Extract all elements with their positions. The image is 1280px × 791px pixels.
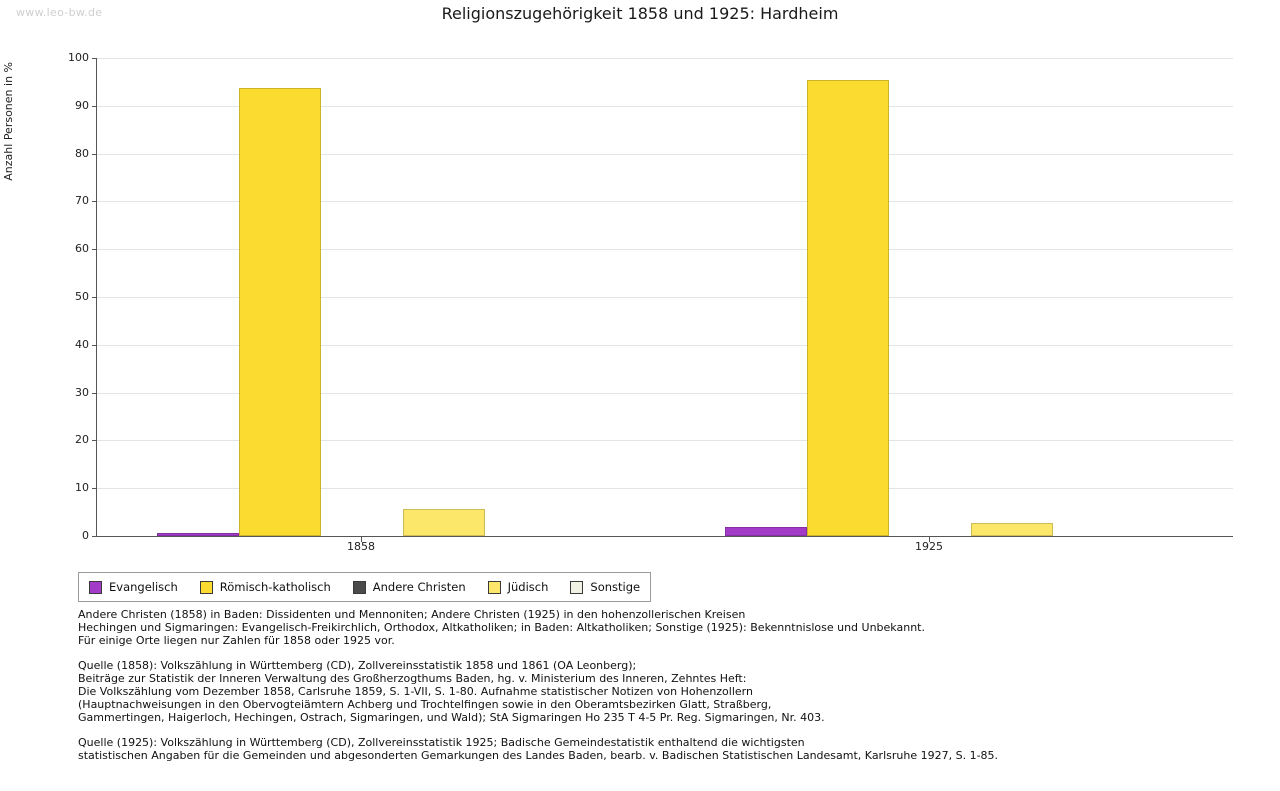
y-tick-mark	[92, 536, 97, 537]
chart-title: Religionszugehörigkeit 1858 und 1925: Hardheim	[441, 4, 839, 23]
y-tick-label: 90	[75, 98, 89, 112]
plot-area	[68, 51, 1233, 542]
legend-item[interactable]	[353, 580, 466, 594]
footnote-line: Beiträge zur Statistik der Inneren Verwaltung des Großherzogthums Baden, hg. v. Ministerium des Inneren, Zehntes Heft:	[78, 671, 747, 685]
footnote-line: Hechingen und Sigmaringen: Evangelisch-Freikirchlich, Orthodox, Altkatholiken; in Baden: Altkatholiken; Sonstige (1925): Bekenntnislose und Unbekannt.	[78, 621, 925, 635]
legend-item[interactable]	[570, 580, 640, 594]
legend-label: Evangelisch	[109, 580, 178, 594]
footnote-line: statistischen Angaben für die Gemeinden und abgesonderten Gemarkungen des Landes Baden, bearb. v. Badischen Statistischen Landesamt, Karlsruhe 1927, S. 1-85.	[78, 748, 999, 762]
y-tick-mark	[92, 154, 97, 155]
legend-label: Sonstige	[590, 580, 641, 594]
x-tick-label: 1925	[915, 540, 943, 553]
legend-label: Römisch-katholisch	[219, 580, 331, 594]
y-tick-label: 10	[75, 481, 89, 495]
bar	[157, 533, 239, 536]
y-tick-label: 30	[75, 385, 89, 399]
footnote-line: Die Volkszählung vom Dezember 1858, Carlsruhe 1859, S. 1-VII, S. 1-80. Aufnahme statistischer Notizen von Hohenzollern	[78, 685, 753, 699]
y-tick-mark	[92, 106, 97, 107]
y-tick-mark	[92, 249, 97, 250]
y-tick-mark	[92, 345, 97, 346]
y-tick-label: 70	[75, 194, 89, 208]
bar	[725, 527, 807, 536]
legend-swatch	[89, 581, 102, 594]
y-tick-label: 80	[75, 146, 89, 160]
y-tick-label: 100	[68, 51, 89, 64]
y-axis-label: Anzahl Personen in %	[2, 62, 15, 181]
bar	[239, 88, 321, 536]
legend-item[interactable]	[89, 580, 178, 594]
y-tick-label: 60	[75, 242, 89, 256]
y-tick-mark	[92, 488, 97, 489]
footnote-line: Andere Christen (1858) in Baden: Dissidenten und Mennoniten; Andere Christen (1925) in den hohenzollerischen Kreisen	[78, 608, 746, 621]
footnote-line: Quelle (1925): Volkszählung in Württemberg (CD), Zollvereinsstatistik 1925; Badische Gemeindestatistik enthaltend die wichtigsten	[78, 735, 805, 749]
legend-swatch	[488, 581, 501, 594]
legend-item[interactable]	[200, 580, 331, 594]
legend-swatch	[353, 581, 366, 594]
bar	[807, 80, 889, 536]
legend-label: Jüdisch	[507, 580, 549, 594]
x-tick-label: 1858	[347, 540, 375, 553]
footnote-line: Gammertingen, Haigerloch, Hechingen, Ostrach, Sigmaringen, und Wald); StA Sigmaringen Ho 235 T 4-5 Pr. Reg. Sigmaringen, Nr. 403.	[78, 711, 825, 725]
footnotes	[78, 608, 1228, 773]
footnote-line: Quelle (1858): Volkszählung in Württemberg (CD), Zollvereinsstatistik 1858 und 1861 (OA Leonberg);	[78, 658, 637, 672]
legend-swatch	[200, 581, 213, 594]
legend-swatch	[570, 581, 583, 594]
footnote-block	[78, 608, 1228, 648]
y-tick-label: 0	[82, 529, 89, 542]
footnote-line: (Hauptnachweisungen in den Obervogteiämtern Achberg und Trochtelfingen sowie in den Oberamtsbezirken Glatt, Straßberg,	[78, 698, 772, 712]
bar	[971, 523, 1053, 536]
y-tick-label: 40	[75, 337, 89, 351]
footnote-block	[78, 736, 1228, 762]
footnote-block	[78, 659, 1228, 725]
y-tick-mark	[92, 201, 97, 202]
legend-item[interactable]	[488, 580, 549, 594]
y-tick-mark	[92, 393, 97, 394]
y-tick-mark	[92, 297, 97, 298]
y-tick-label: 50	[75, 290, 89, 303]
y-tick-mark	[92, 58, 97, 59]
watermark: www.leo-bw.de	[16, 6, 103, 19]
y-tick-mark	[92, 440, 97, 441]
legend-label: Andere Christen	[372, 580, 466, 594]
gridline	[97, 58, 1233, 59]
bar	[403, 509, 485, 536]
footnote-line: Für einige Orte liegen nur Zahlen für 1858 oder 1925 vor.	[78, 634, 395, 648]
y-tick-label: 20	[75, 433, 89, 447]
chart-legend	[78, 572, 651, 602]
